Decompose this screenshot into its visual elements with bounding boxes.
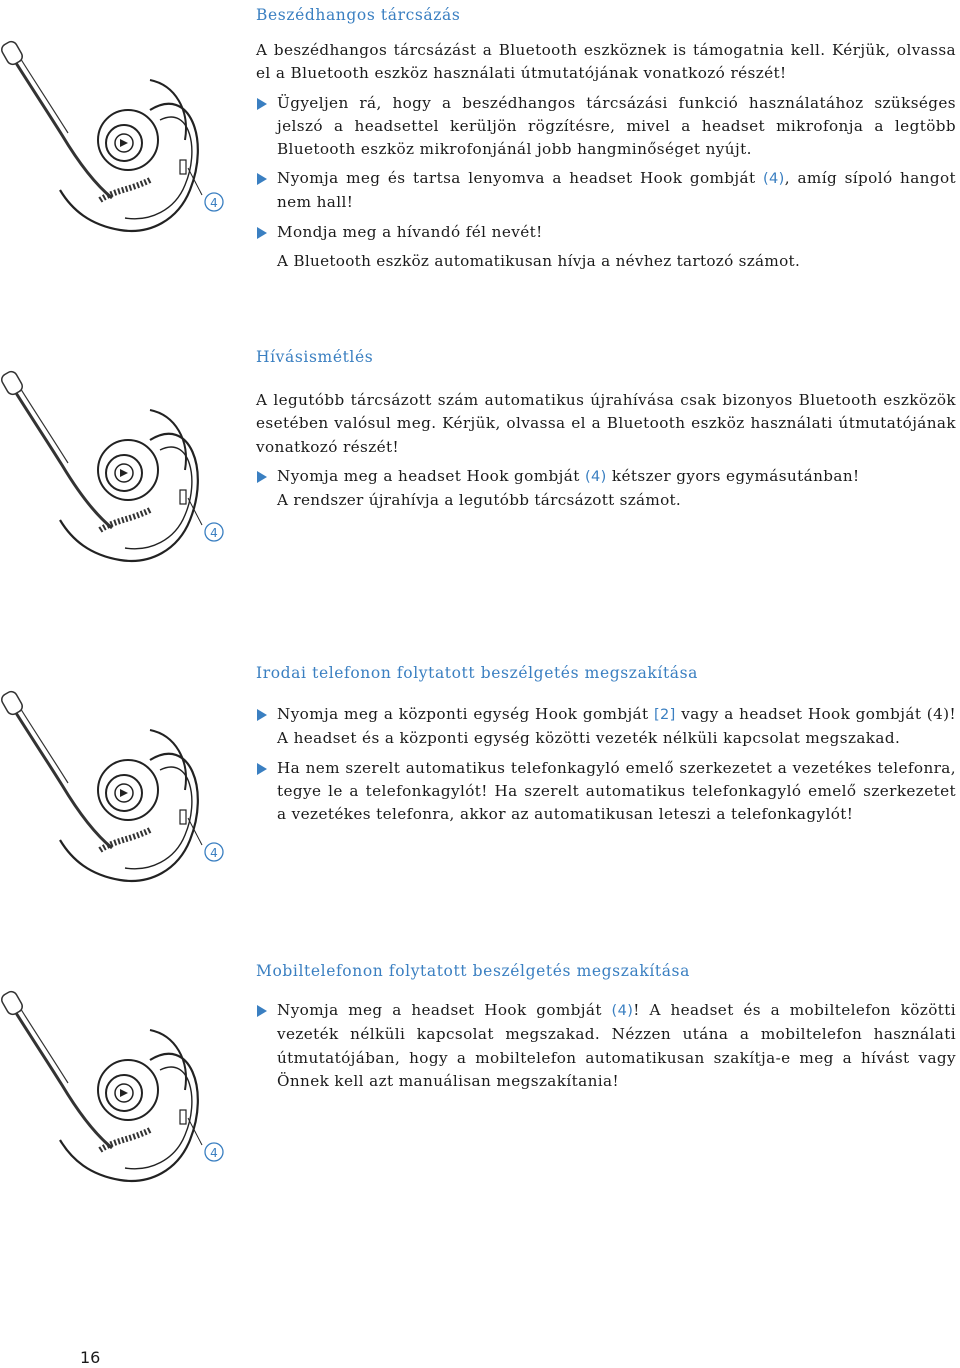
bullet-arrow-icon: [257, 98, 267, 110]
button-reference: [2]: [654, 707, 676, 724]
section-heading: Irodai telefonon folytatott beszélgetés megszakítása: [256, 664, 699, 682]
bullet-arrow-icon: [257, 471, 267, 483]
instruction-item: Nyomja meg a headset Hook gombját (4)! A headset és a mobiltelefon közötti vezeték nélküli kapcsolat megszakad. Nézzen utána a mobiltelefon használati útmutatójában, hogy a mobiltelefon automatikusan szakítja-e meg a hívást vagy Önnek kell azt manuálisan megszakítania!: [256, 999, 956, 1093]
headset-drawing: [0, 40, 235, 250]
callout-number: 4: [210, 196, 218, 210]
headset-drawing: [0, 370, 235, 580]
page-number: 16: [80, 1348, 101, 1367]
headset-illustration: [0, 40, 235, 250]
instruction-item: Nyomja meg a központi egység Hook gombját [2] vagy a headset Hook gombját (4)! A headset és a központi egység közötti vezeték nélküli kapcsolat megszakad.: [256, 703, 956, 750]
headset-illustration: [0, 370, 235, 580]
instruction-item: Ügyeljen rá, hogy a beszédhangos tárcsázási funkció használatához szükséges jelszó a headsettel kerüljön rögzítésre, mivel a headset mikrofonja a legtöbb Bluetooth eszköz mikrofonjánál jobb hangminőséget nyújt.: [256, 92, 956, 162]
instruction-item: Mondja meg a hívandó fél nevét!: [256, 221, 956, 244]
section-heading: Mobiltelefonon folytatott beszélgetés megszakítása: [256, 962, 690, 980]
intro-paragraph: A legutóbb tárcsázott szám automatikus újrahívása csak bizonyos Bluetooth eszközök esetében valósul meg. Kérjük, olvassa el a Bluetooth eszköz használati útmutatójának vonatkozó részét!: [256, 391, 956, 456]
button-reference: (4): [762, 171, 785, 188]
headset-drawing: [0, 690, 235, 900]
instruction-item: Ha nem szerelt automatikus telefonkagyló emelő szerkezetet a vezetékes telefonra, tegye le a telefonkagylót! Ha szerelt automatikus telefonkagyló emelő szerkezetet a vezetékes telefonra, akkor az automatikusan leteszi a telefonkagylót!: [256, 757, 956, 827]
bullet-arrow-icon: [257, 763, 267, 775]
callout-number: 4: [210, 526, 218, 540]
bullet-arrow-icon: [257, 1005, 267, 1017]
result-text: A rendszer újrahívja a legutóbb tárcsázott számot.: [277, 491, 682, 510]
button-reference: (4): [584, 468, 607, 485]
button-reference: (4): [611, 1003, 634, 1020]
callout-number: 4: [210, 1146, 218, 1160]
result-text: A Bluetooth eszköz automatikusan hívja a névhez tartozó számot.: [277, 251, 801, 270]
instruction-item: Nyomja meg a headset Hook gombját (4) kétszer gyors egymásutánban!: [256, 465, 956, 489]
callout-number: 4: [210, 846, 218, 860]
headset-illustration: [0, 990, 235, 1200]
intro-paragraph: A beszédhangos tárcsázást a Bluetooth eszköznek is támogatnia kell. Kérjük, olvassa el a Bluetooth eszköz használati útmutatójának vonatkozó részét!: [256, 41, 956, 83]
section-heading: Hívásismétlés: [256, 348, 374, 366]
bullet-arrow-icon: [257, 173, 267, 185]
section-heading: Beszédhangos tárcsázás: [256, 6, 461, 24]
instruction-item: Nyomja meg és tartsa lenyomva a headset Hook gombját (4), amíg sípoló hangot nem hall!: [256, 167, 956, 214]
bullet-arrow-icon: [257, 709, 267, 721]
headset-drawing: [0, 990, 235, 1200]
bullet-arrow-icon: [257, 227, 267, 239]
headset-illustration: [0, 690, 235, 900]
